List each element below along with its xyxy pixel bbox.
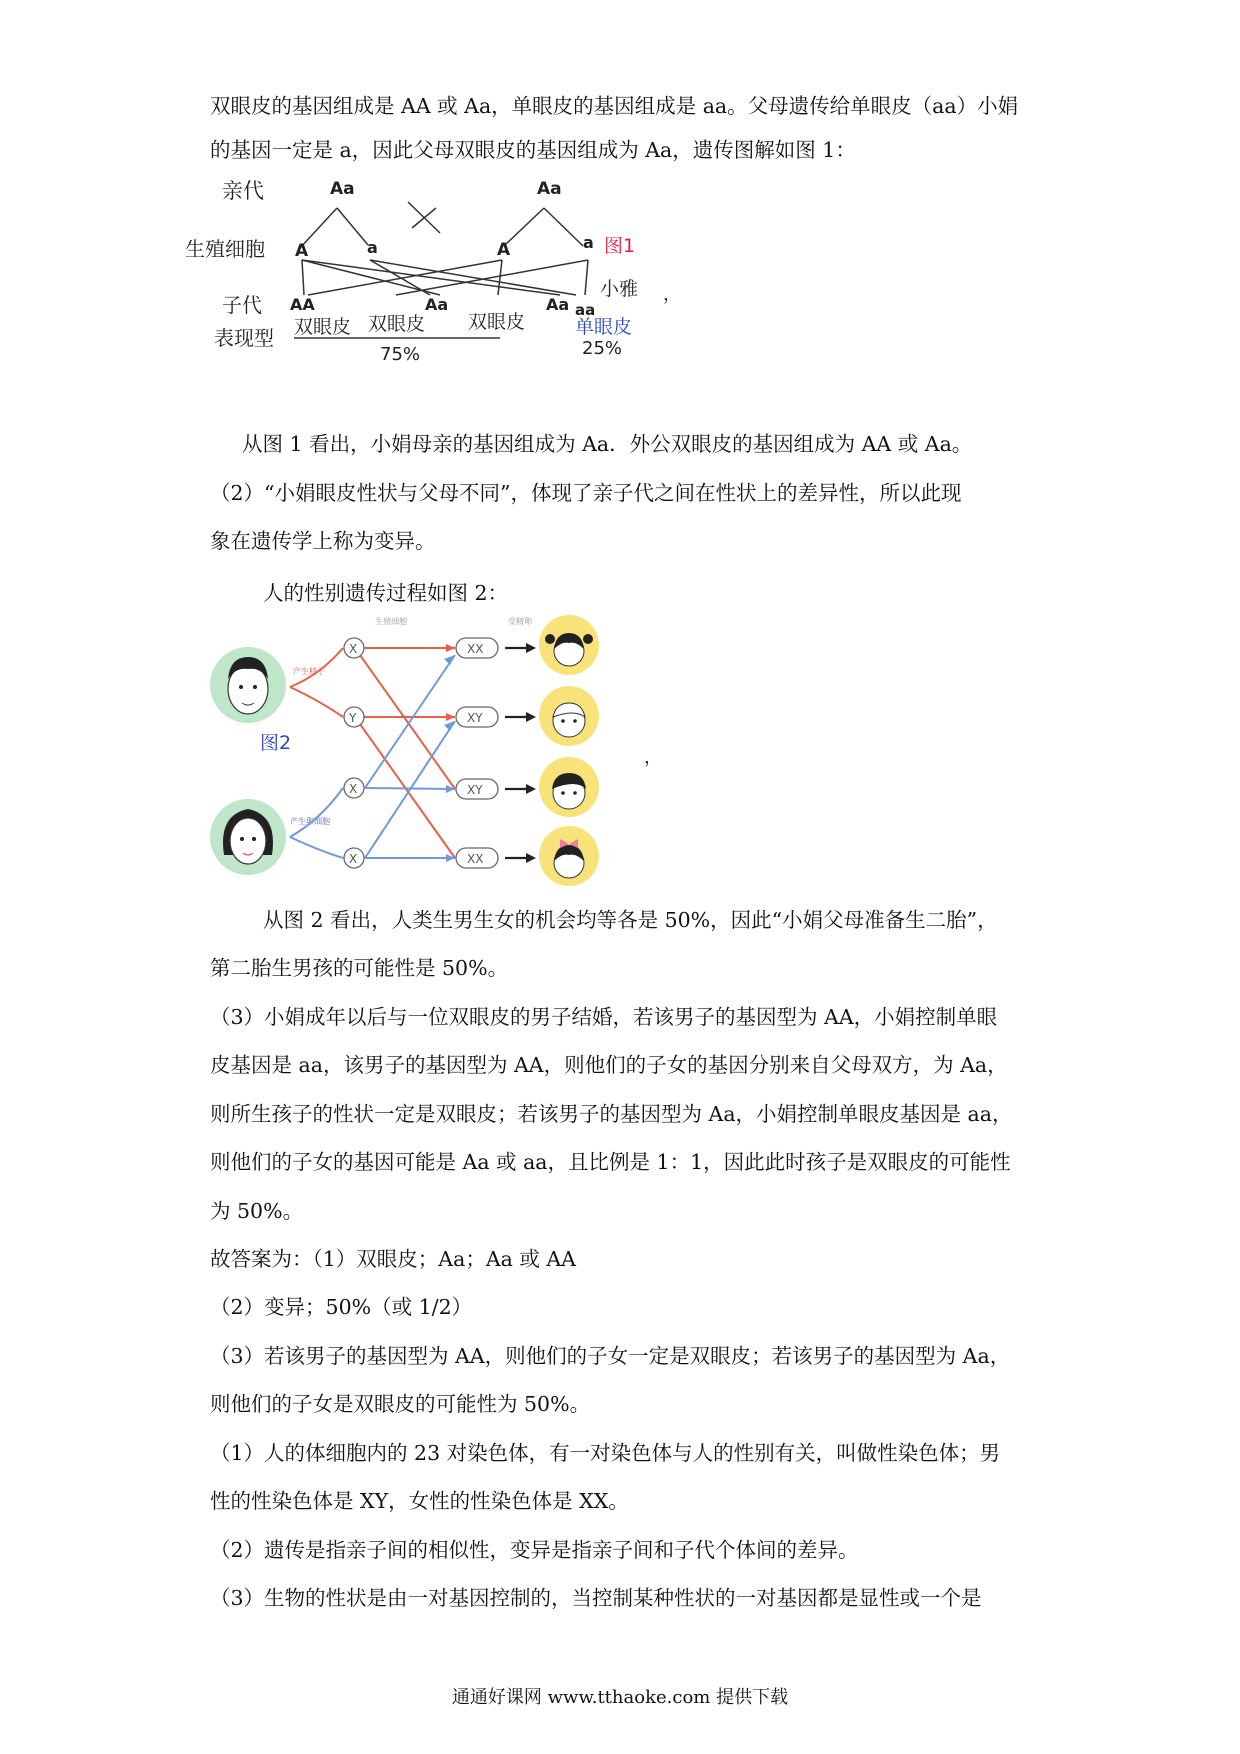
text-line: 为 50%。 [210, 1199, 304, 1223]
fig2-figure-label: 图2 [260, 732, 292, 754]
fig1-trailing-comma: ， [663, 284, 681, 305]
figure-2-sex-inheritance [200, 615, 680, 910]
fig1-offspring-label: 子代 [222, 293, 262, 317]
fig1-percent-double: 75% [380, 344, 421, 365]
fig1-parent-right: Aa [537, 179, 562, 199]
text-line: 从图 2 看出，人类生男生女的机会均等各是 50%，因此“小娟父母准备生二胎”， [263, 908, 998, 932]
fig1-gamete-label: 生殖细胞 [185, 237, 265, 261]
text-line: （3）小娟成年以后与一位双眼皮的男子结婚，若该男子的基因型为 AA，小娟控制单眼 [210, 1005, 998, 1029]
text-line: 第二胎生男孩的可能性是 50%。 [210, 956, 509, 980]
fig2-zygote: XY [467, 711, 483, 725]
fig2-gamete-header: 生殖细胞 [375, 617, 407, 626]
text-line: 人的性别遗传过程如图 2： [263, 581, 509, 605]
text-line: （1）人的体细胞内的 23 对染色体，有一对染色体与人的性别有关，叫做性染色体；男 [210, 1441, 1001, 1465]
text-line: 则他们的子女的基因可能是 Aa 或 aa，且比例是 1：1，因此此时孩子是双眼皮的可能性 [210, 1150, 1011, 1174]
fig1-offspring: AA [290, 295, 315, 314]
text-line: 的基因一定是 a，因此父母双眼皮的基因组成为 Aa，遗传图解如图 1： [210, 138, 856, 162]
father-face-icon [210, 647, 286, 723]
figure-1-genetic-diagram [185, 178, 681, 418]
mother-face-icon [210, 799, 286, 875]
text-line: 皮基因是 aa，该男子的基因型为 AA，则他们的子女的基因分别来自父母双方，为 Aa， [210, 1053, 1008, 1077]
fig2-sperm-chromosome: Y [349, 711, 357, 725]
boy-face-icon [539, 757, 599, 817]
fig1-figure-label: 图1 [604, 235, 636, 257]
text-line: 象在遗传学上称为变异。 [210, 529, 436, 553]
fig2-egg-label: 产生卵细胞 [290, 817, 330, 826]
girl-face-icon [539, 826, 599, 886]
fig2-zygote: XX [467, 852, 484, 866]
page-footer: 通通好课网 www.tthaoke.com 提供下载 [451, 1687, 789, 1708]
fig1-gamete: A [497, 240, 511, 260]
fig2-sperm-label: 产生精子 [293, 667, 325, 676]
text-line: （2）遗传是指亲子间的相似性，变异是指亲子间和子代个体间的差异。 [210, 1538, 859, 1562]
fig2-zygote-header: 受精卵 [508, 617, 532, 626]
text-line: 则所生孩子的性状一定是双眼皮；若该男子的基因型为 Aa，小娟控制单眼皮基因是 aa， [210, 1102, 1013, 1126]
fig2-zygote: XX [467, 642, 484, 656]
text-line: （3）生物的性状是由一对基因控制的，当控制某种性状的一对基因都是显性或一个是 [210, 1586, 982, 1610]
fig2-egg-chromosome: X [349, 782, 358, 796]
fig1-phenotype: 双眼皮 [368, 313, 426, 335]
text-line: 性的性染色体是 XY，女性的性染色体是 XX。 [210, 1489, 629, 1513]
girl-face-icon [539, 615, 599, 675]
text-line: 故答案为：（1）双眼皮；Aa；Aa 或 AA [210, 1247, 576, 1271]
text-line: 从图 1 看出，小娟母亲的基因组成为 Aa．外公双眼皮的基因组成为 AA 或 Aa。 [242, 432, 973, 456]
text-line: 则他们的子女是双眼皮的可能性为 50%。 [210, 1392, 591, 1416]
fig1-gamete: a [583, 233, 594, 252]
boy-face-icon [539, 686, 599, 746]
fig1-parent-left: Aa [330, 179, 355, 199]
fig1-percent-single: 25% [582, 338, 623, 359]
text-line: 双眼皮的基因组成是 AA 或 Aa，单眼皮的基因组成是 aa。父母遗传给单眼皮（aa）小娟 [210, 94, 1019, 118]
fig2-sperm-chromosome: X [349, 642, 358, 656]
fig2-trailing-comma: ， [644, 747, 662, 768]
fig1-parent-label: 亲代 [222, 179, 264, 203]
fig2-egg-chromosome: X [349, 852, 358, 866]
fig1-phenotype: 双眼皮 [468, 311, 526, 333]
fig1-phenotype-single: 单眼皮 [575, 316, 633, 338]
text-line: （2）“小娟眼皮性状与父母不同”，体现了亲子代之间在性状上的差异性，所以此现 [210, 481, 962, 505]
fig1-offspring: Aa [546, 295, 570, 314]
text-line: （3）若该男子的基因型为 AA，则他们的子女一定是双眼皮；若该男子的基因型为 Aa， [210, 1344, 1011, 1368]
fig1-phenotype-label: 表现型 [214, 326, 274, 350]
fig2-zygote: XY [467, 783, 483, 797]
text-line: （2）变异；50%（或 1/2） [210, 1295, 473, 1319]
fig1-gamete: A [295, 241, 309, 261]
fig1-gamete: a [367, 238, 378, 257]
fig1-phenotype: 双眼皮 [294, 316, 352, 338]
fig1-xiaoya-label: 小雅 [600, 278, 639, 300]
fig1-offspring: Aa [425, 295, 449, 314]
fig1-offspring: aa [575, 301, 596, 319]
